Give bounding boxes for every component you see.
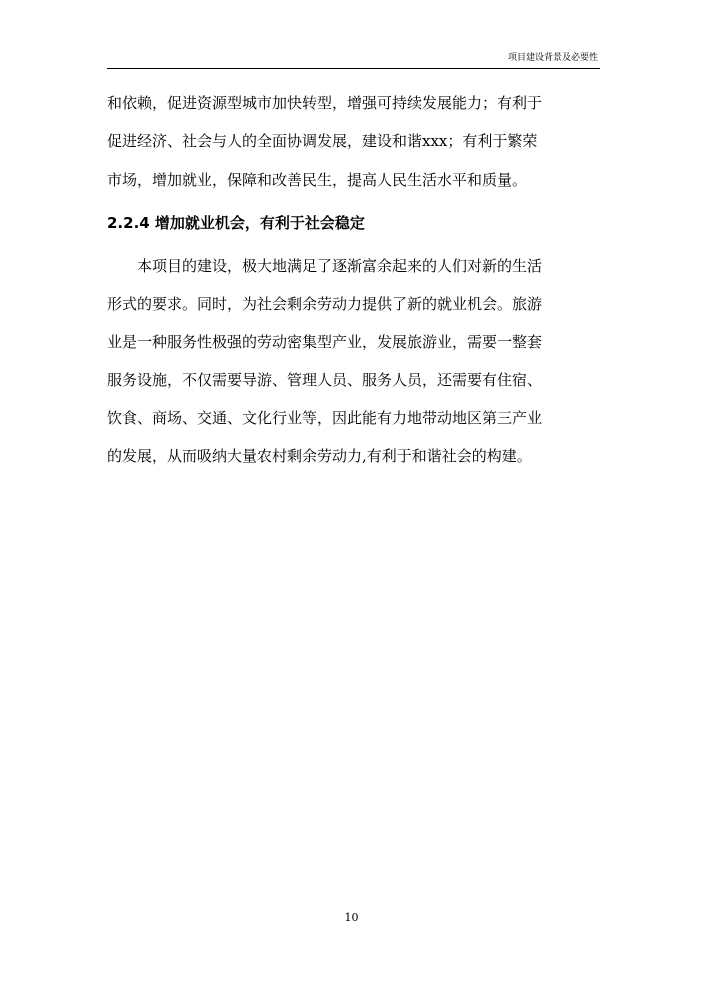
page-number: 10 <box>344 911 359 924</box>
paragraph-line: 形式的要求。同时，为社会剩余劳动力提供了新的就业机会。旅游 <box>107 295 543 313</box>
paragraph-line: 市场，增加就业，保障和改善民生，提高人民生活水平和质量。 <box>107 171 528 189</box>
page-header <box>107 52 600 69</box>
paragraph-line: 饮食、商场、交通、文化行业等，因此能有力地带动地区第三产业 <box>107 409 543 427</box>
paragraph-line: 的发展，从而吸纳大量农村剩余劳动力,有利于和谐社会的构建。 <box>107 447 532 465</box>
paragraph-line: 和依赖，促进资源型城市加快转型，增强可持续发展能力；有利于 <box>107 94 543 112</box>
header-title: 项目建设背景及必要性 <box>507 53 598 63</box>
paragraph-line: 促进经济、社会与人的全面协调发展，建设和谐xxx；有利于繁荣 <box>107 132 538 150</box>
paragraph-line: 业是一种服务性极强的劳动密集型产业，发展旅游业，需要一整套 <box>107 333 543 351</box>
paragraph-line: 服务设施，不仅需要导游、管理人员、服务人员，还需要有住宿、 <box>107 371 543 389</box>
section-heading: 2.2.4 增加就业机会，有利于社会稳定 <box>107 214 365 232</box>
paragraph-line: 本项目的建设，极大地满足了逐渐富余起来的人们对新的生活 <box>137 257 543 275</box>
